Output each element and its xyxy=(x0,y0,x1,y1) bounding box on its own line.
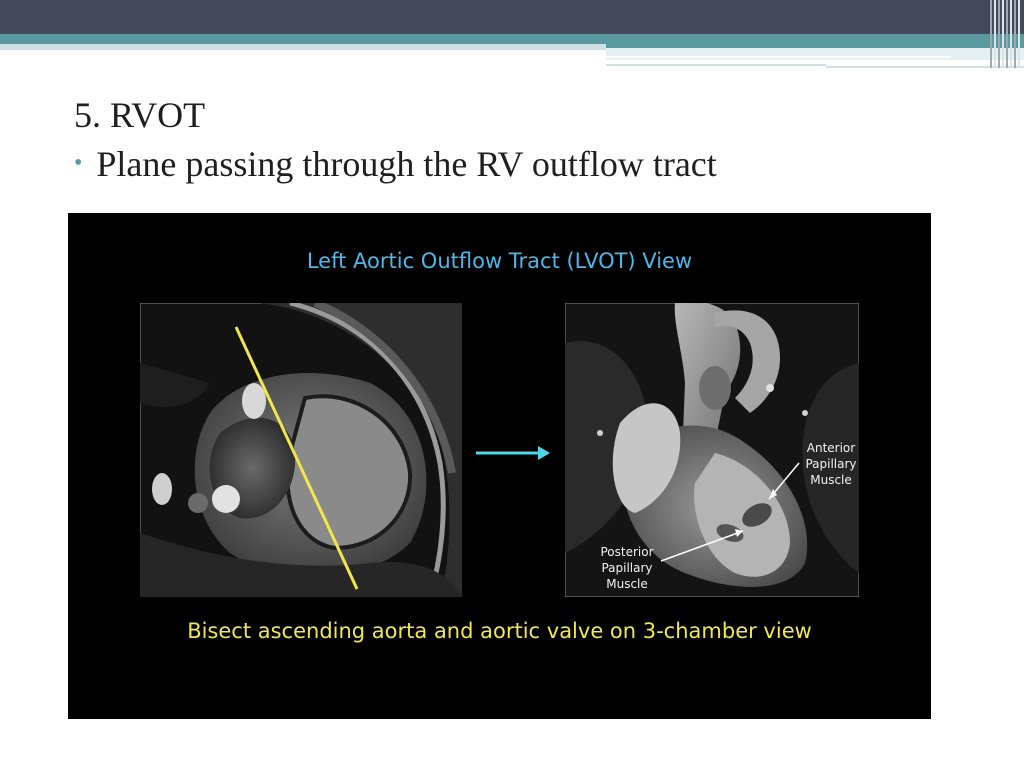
posterior-label-line: Muscle xyxy=(606,577,648,591)
header-bar-teal xyxy=(0,34,1024,44)
anterior-label-line: Muscle xyxy=(810,473,852,487)
mri-figure xyxy=(68,213,931,719)
anterior-label-line: Papillary xyxy=(805,457,857,471)
header-step-light xyxy=(606,48,1024,60)
figure-title: Left Aortic Outflow Tract (LVOT) View xyxy=(306,249,693,273)
bullet-item xyxy=(74,143,717,185)
figure-caption: Bisect ascending aorta and aortic valve on 3-chamber view xyxy=(187,619,812,643)
posterior-papillary-label xyxy=(590,544,664,592)
header-vertical-stripes xyxy=(990,0,1024,68)
slide-title: 5. RVOT xyxy=(74,95,206,135)
header-bar-dark xyxy=(0,0,1024,34)
bullet-text: Plane passing through the RV outflow tract xyxy=(96,144,717,184)
three-chamber-mri-image xyxy=(140,303,462,597)
bullet-dot-icon: • xyxy=(74,150,83,176)
header-line xyxy=(606,56,951,58)
anterior-papillary-label xyxy=(796,440,866,488)
posterior-label-line: Papillary xyxy=(601,561,653,575)
header-line xyxy=(606,64,826,66)
posterior-label-line: Posterior xyxy=(600,545,654,559)
anterior-label-line: Anterior xyxy=(806,441,856,455)
arrow-right-icon xyxy=(476,442,552,464)
